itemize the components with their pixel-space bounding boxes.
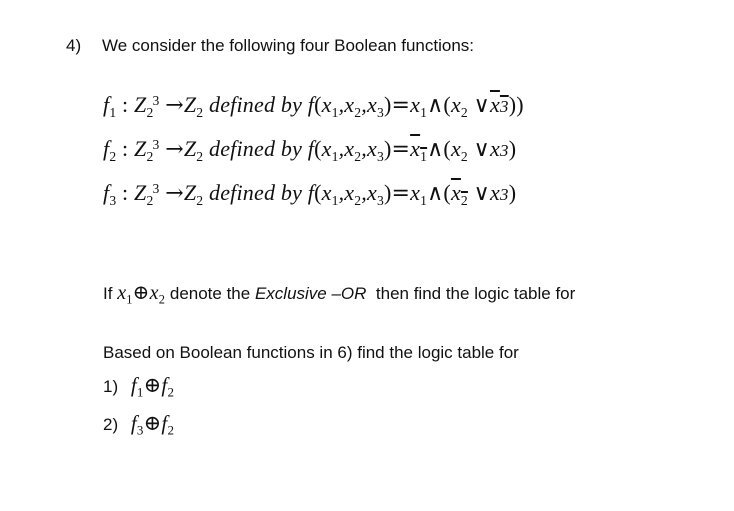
based-on-text: Based on Boolean functions in 6) find the logic table for [103,343,519,362]
question-number: 4) [66,36,82,55]
item-2-expression: $f_3\oplus f_2$ [130,411,175,438]
function-definition-3: $f_3$ : $Z_2^3 \to Z_2$ defined by $f(x_1,x_2,x_3)=x_1\wedge(x_2$ ∨x3) [103,180,517,208]
item-1 [103,373,174,401]
item-2-number: 2) [103,415,119,434]
xor-prefix: If [103,284,113,303]
question-intro: We consider the following four Boolean functions: [102,36,475,55]
item-2 [103,411,174,439]
xor-expression: $x_1\oplus x_2$ [117,280,166,307]
item-1-number: 1) [103,377,119,396]
xor-statement [103,280,575,307]
item-1-expression: $f_1\oplus f_2$ [130,373,175,400]
xor-emphasis: Exclusive –OR [254,284,367,303]
function-definition-2: $f_2$ : $Z_2^3 \to Z_2$ defined by $f(x_1,x_2,x_3)=x_1\wedge(x_2$ ∨x3) [103,136,517,164]
xor-middle: denote the [169,284,251,303]
xor-suffix: then find the logic table for [375,284,576,303]
function-definition-1: $f_1$ : $Z_2^3 \to Z_2$ defined by $f(x_1,x_2,x_3)=x_1\wedge(x_2$ ∨x3)) [103,92,524,120]
